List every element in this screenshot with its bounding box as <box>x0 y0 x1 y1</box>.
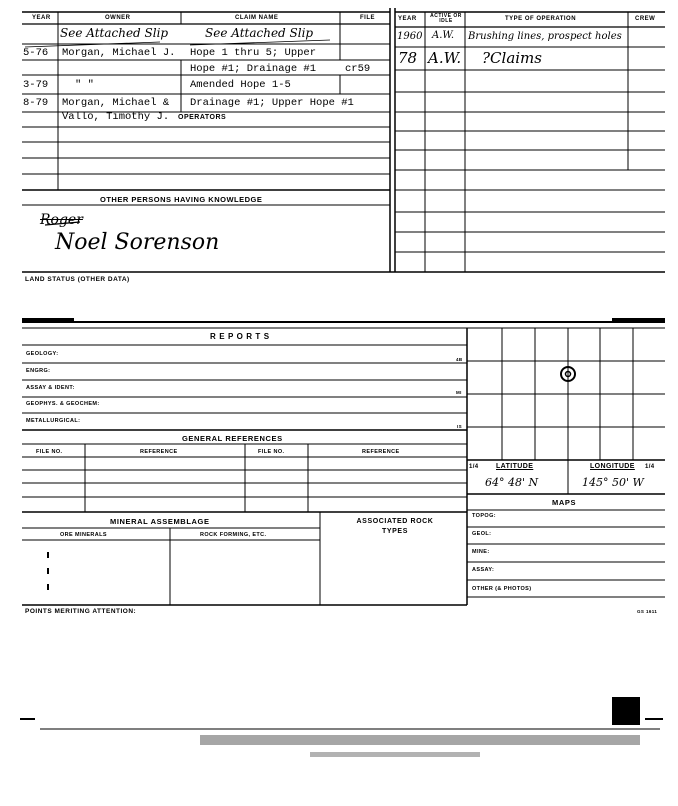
handwritten-claim: See Attached Slip <box>205 26 314 40</box>
points-meriting-attention: POINTS MERITING ATTENTION: <box>25 608 137 615</box>
mineral-title: MINERAL ASSEMBLAGE <box>110 517 210 526</box>
ops-row-1-year: 1960 <box>397 31 423 42</box>
claim-name-header: CLAIM NAME <box>235 15 279 21</box>
claim-row-2-claim: Hope #1; Drainage #1 <box>190 63 317 75</box>
form-number: GS 1611 <box>637 609 658 614</box>
report-geology: GEOLOGY: <box>26 351 59 357</box>
associated-rock-types: ASSOCIATED ROCK TYPES <box>356 518 434 535</box>
report-metallurgical: METALLURGICAL: <box>26 418 81 424</box>
file-header: FILE <box>360 15 375 21</box>
map-geol: GEOL: <box>472 531 492 537</box>
lon-suffix: 1/4 <box>645 464 655 470</box>
lat-prefix: 1/4 <box>469 464 479 470</box>
map-mine: MINE: <box>472 549 490 555</box>
ops-row-2-year: 78 <box>398 49 418 67</box>
ops-row-2-status: A.W. <box>428 49 462 67</box>
report-geophys: GEOPHYS. & GEOCHEM: <box>26 401 100 407</box>
gr-reference-2: REFERENCE <box>362 449 400 455</box>
general-references-title: GENERAL REFERENCES <box>182 434 283 443</box>
crew-header: CREW <box>635 16 656 22</box>
claim-row-1-claim: Hope 1 thru 5; Upper <box>190 47 317 59</box>
gr-file-no-1: FILE NO. <box>36 449 63 455</box>
owner-header: OWNER <box>105 15 131 21</box>
ops-row-2-type: ?Claims <box>482 49 542 67</box>
ore-minerals-header: ORE MINERALS <box>60 532 107 538</box>
operators-label: OPERATORS <box>178 114 227 121</box>
longitude-label: LONGITUDE <box>590 463 635 470</box>
handwritten-owner: See Attached Slip <box>60 26 169 40</box>
rock-forming-header: ROCK FORMING, ETC. <box>200 532 267 538</box>
claim-row-1-year: 5-76 <box>23 47 49 59</box>
ops-row-1-type: Brushing lines, prospect holes <box>468 31 622 42</box>
claim-row-3-owner: " " <box>75 79 94 91</box>
claim-row-5-owner: Vallo, Timothy J. <box>62 111 170 123</box>
report-mark-5: IS <box>457 424 463 429</box>
claim-row-4-year: 8-79 <box>23 97 49 109</box>
reports-title: R E P O R T S <box>210 332 270 341</box>
map-other: OTHER (& PHOTOS) <box>472 586 532 592</box>
longitude-value: 145° 50' W <box>582 476 644 489</box>
claim-row-4-claim: Drainage #1; Upper Hope #1 <box>190 97 354 109</box>
report-engrg: ENGRG: <box>26 368 51 374</box>
ops-year-header: YEAR <box>398 16 417 22</box>
type-operation-header: TYPE OF OPERATION <box>505 16 577 22</box>
maps-title: MAPS <box>552 498 577 507</box>
claim-row-2-file: cr59 <box>345 63 371 75</box>
claim-row-3-year: 3-79 <box>23 79 49 91</box>
latitude-value: 64° 48' N <box>485 476 539 489</box>
knowledge-name: Noel Sorenson <box>55 230 220 255</box>
report-mark-3: MI <box>456 390 462 395</box>
claim-row-3-claim: Amended Hope 1-5 <box>190 79 291 91</box>
knowledge-struck-name: Roger <box>40 212 83 228</box>
land-status-label: LAND STATUS (OTHER DATA) <box>25 276 130 283</box>
report-assay: ASSAY & IDENT: <box>26 385 75 391</box>
claim-row-4-owner: Morgan, Michael & <box>62 97 170 109</box>
gr-file-no-2: FILE NO. <box>258 449 285 455</box>
knowledge-title: OTHER PERSONS HAVING KNOWLEDGE <box>100 195 263 204</box>
latitude-label: LATITUDE <box>496 463 534 470</box>
claim-row-1-owner: Morgan, Michael J. <box>62 47 176 59</box>
map-assay: ASSAY: <box>472 567 495 573</box>
map-topog: TOPOG: <box>472 513 496 519</box>
gr-reference-1: REFERENCE <box>140 449 178 455</box>
year-header: YEAR <box>32 15 51 21</box>
active-idle-header: ACTIVE OR IDLE <box>430 13 462 24</box>
ops-row-1-status: A.W. <box>432 30 455 41</box>
report-mark-1: 4B <box>456 357 463 362</box>
